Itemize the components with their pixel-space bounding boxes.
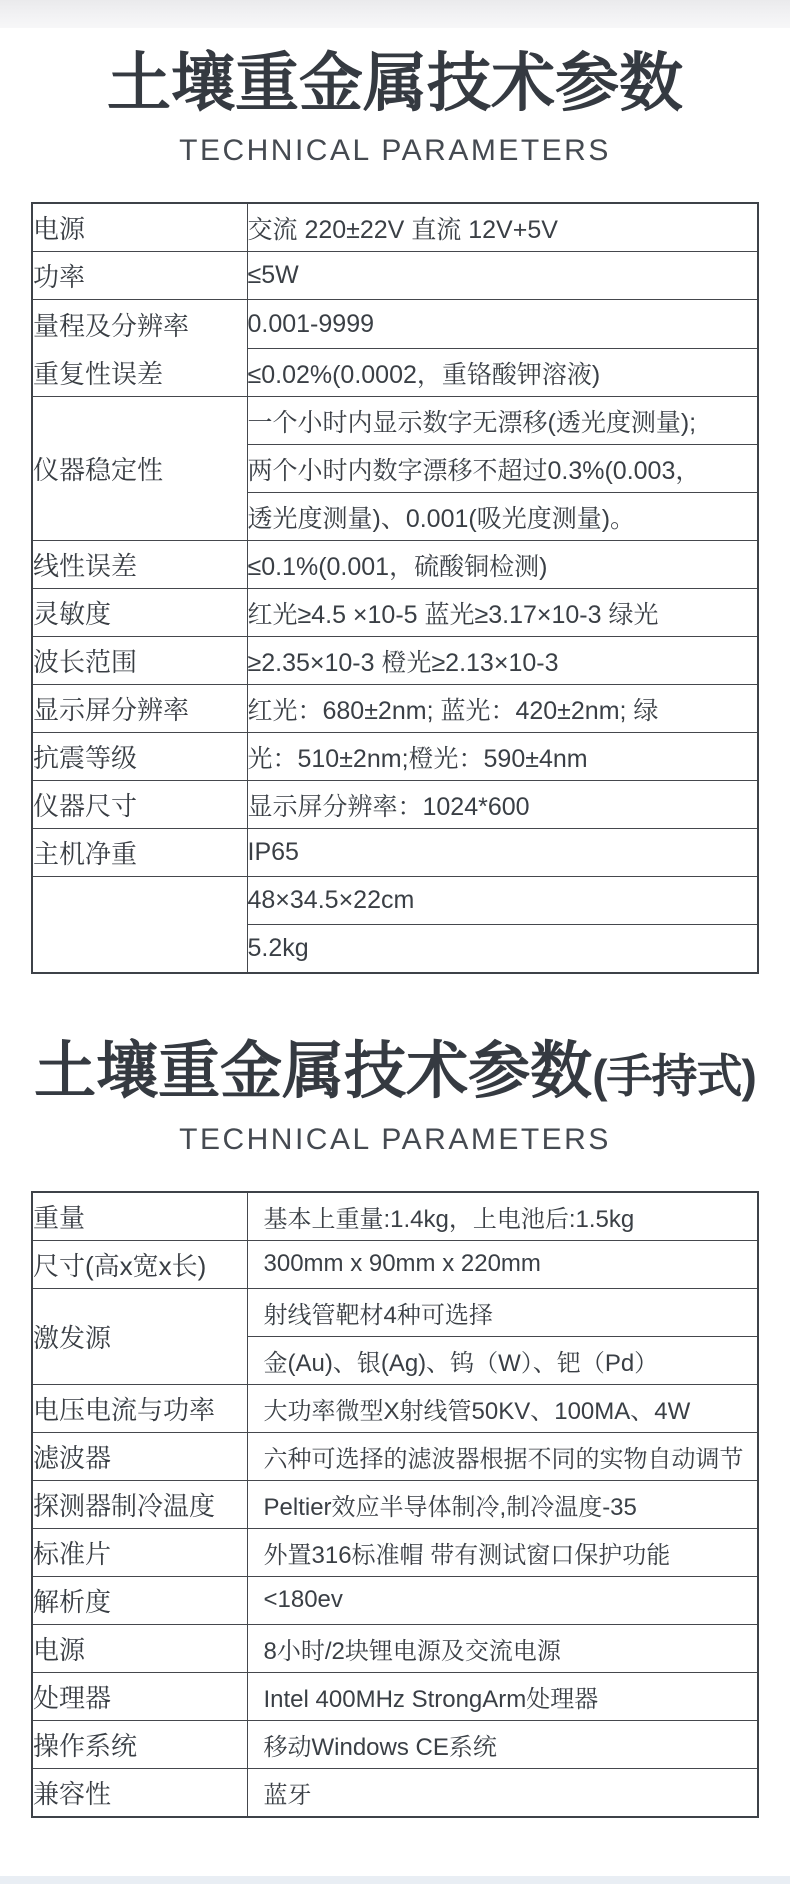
spec-value: 一个小时内显示数字无漂移(透光度测量); (247, 397, 758, 445)
spec-value: 金(Au)、银(Ag)、钨（W）、钯（Pd） (247, 1336, 758, 1384)
spec-label: 量程及分辨率 (33, 310, 190, 341)
spec-value: 透光度测量)、0.001(吸光度测量)。 (247, 493, 758, 541)
spec-value: Peltier效应半导体制冷,制冷温度-35 (247, 1480, 758, 1528)
page-title-handheld (0, 1038, 790, 1106)
spec-value: 300mm x 90mm x 220mm (247, 1240, 758, 1288)
spec-value: 移动Windows CE系统 (247, 1720, 758, 1768)
table-row (32, 781, 758, 829)
spec-label: 解析度 (32, 1576, 247, 1624)
spec-value: 射线管靶材4种可选择 (247, 1288, 758, 1336)
spec-label: 操作系统 (32, 1720, 247, 1768)
page-subtitle-handheld: TECHNICAL PARAMETERS (179, 1122, 611, 1156)
spec-value: 光：510±2nm;橙光：590±4nm (247, 733, 758, 781)
spec-label: 线性误差 (32, 541, 247, 589)
spec-table-benchtop (31, 202, 759, 974)
spec-value: ≥2.35×10-3 橙光≥2.13×10-3 (247, 637, 758, 685)
table-row (32, 1624, 758, 1672)
table-row (32, 733, 758, 781)
table-row (32, 252, 758, 300)
spec-value: 红光：680±2nm; 蓝光：420±2nm; 绿 (247, 685, 758, 733)
table-row (32, 1672, 758, 1720)
spec-label: 波长范围 (32, 637, 247, 685)
spec-label: 仪器尺寸 (32, 781, 247, 829)
spec-value: <180ev (247, 1576, 758, 1624)
table-row (32, 1384, 758, 1432)
table-row (32, 541, 758, 589)
spec-label: 显示屏分辨率 (32, 685, 247, 733)
spec-label: 尺寸(高x宽x长) (32, 1240, 247, 1288)
top-photo-strip (0, 0, 790, 28)
spec-value: 两个小时内数字漂移不超过0.3%(0.003， (247, 445, 758, 493)
page-title-handheld-suffix: (手持式) (592, 1050, 756, 1103)
spec-value: 48×34.5×22cm (247, 877, 758, 925)
spec-label-merged (32, 300, 247, 397)
table-row (32, 1768, 758, 1817)
table-row (32, 829, 758, 877)
spec-table-handheld (31, 1191, 759, 1818)
table-row (32, 1240, 758, 1288)
spec-label: 主机净重 (32, 829, 247, 877)
bottom-photo-strip (0, 1876, 790, 1884)
spec-label: 抗震等级 (32, 733, 247, 781)
table-row (32, 1576, 758, 1624)
spec-value: 红光≥4.5 ×10-5 蓝光≥3.17×10-3 绿光 (247, 589, 758, 637)
table-row (32, 589, 758, 637)
page-subtitle-benchtop: TECHNICAL PARAMETERS (179, 134, 611, 168)
spec-label: 滤波器 (32, 1432, 247, 1480)
spec-value: ≤0.1%(0.001，硫酸铜检测) (247, 541, 758, 589)
spec-label: 处理器 (32, 1672, 247, 1720)
spec-label: 电源 (32, 1624, 247, 1672)
spec-label: 重复性误差 (33, 358, 164, 389)
table-row (32, 1528, 758, 1576)
table-row (32, 397, 758, 445)
table-row (32, 637, 758, 685)
spec-label: 仪器稳定性 (32, 397, 247, 541)
spec-label: 激发源 (32, 1288, 247, 1384)
table-row (32, 1288, 758, 1336)
table-row (32, 1432, 758, 1480)
spec-value: 六种可选择的滤波器根据不同的实物自动调节 (247, 1432, 758, 1480)
spec-label: 功率 (32, 252, 247, 300)
spec-label: 兼容性 (32, 1768, 247, 1817)
table-row (32, 1192, 758, 1241)
spec-value: 蓝牙 (247, 1768, 758, 1817)
spec-value: 显示屏分辨率：1024*600 (247, 781, 758, 829)
spec-value: 大功率微型X射线管50KV、100MA、4W (247, 1384, 758, 1432)
table-row (32, 203, 758, 252)
spec-label: 探测器制冷温度 (32, 1480, 247, 1528)
table-row (32, 1720, 758, 1768)
spec-label: 重量 (32, 1192, 247, 1241)
spec-value: Intel 400MHz StrongArm处理器 (247, 1672, 758, 1720)
table-row (32, 877, 758, 925)
spec-value: 外置316标准帽 带有测试窗口保护功能 (247, 1528, 758, 1576)
spec-value: 基本上重量:1.4kg，上电池后:1.5kg (247, 1192, 758, 1241)
page-title-handheld-main: 土壤重金属技术参数 (34, 1037, 593, 1107)
spec-value: ≤5W (247, 252, 758, 300)
spec-value: ≤0.02%(0.0002，重铬酸钾溶液) (247, 348, 758, 397)
spec-value: IP65 (247, 829, 758, 877)
spec-value: 交流 220±22V 直流 12V+5V (247, 203, 758, 252)
spec-value: 5.2kg (247, 925, 758, 974)
spec-label: 电源 (32, 203, 247, 252)
page-title-benchtop: 土壤重金属技术参数 (107, 47, 683, 119)
table-row (32, 685, 758, 733)
spec-label: 标准片 (32, 1528, 247, 1576)
spec-label-empty (32, 877, 247, 974)
spec-label: 灵敏度 (32, 589, 247, 637)
table-row (32, 300, 758, 349)
spec-label: 电压电流与功率 (32, 1384, 247, 1432)
spec-value: 0.001-9999 (247, 300, 758, 349)
spec-value: 8小时/2块锂电源及交流电源 (247, 1624, 758, 1672)
table-row (32, 1480, 758, 1528)
